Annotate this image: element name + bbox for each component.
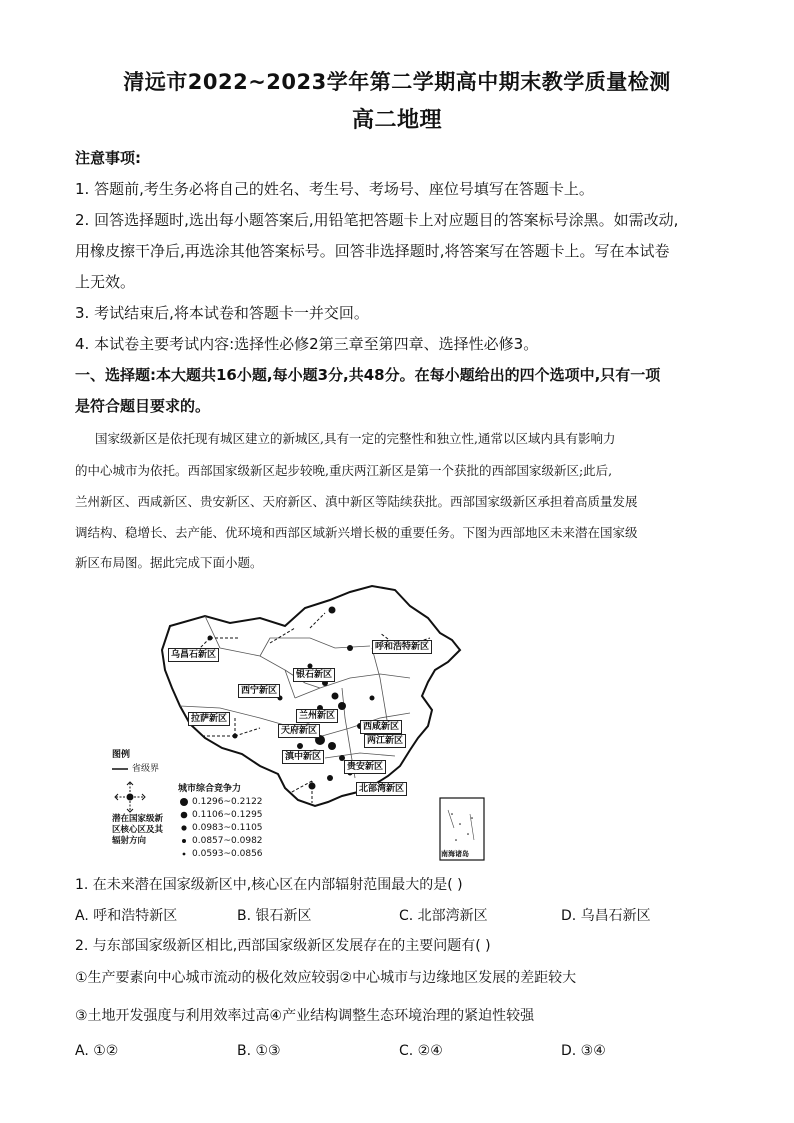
question-1-stem: 1. 在未来潜在国家级新区中,核心区在内部辐射范围最大的是( ) bbox=[75, 877, 463, 893]
label-liangjiang: 两江新区 bbox=[364, 734, 406, 748]
passage-line-3: 兰州新区、西咸新区、贵安新区、天府新区、滇中新区等陆续获批。西部国家级新区承担着高质量发展 bbox=[75, 494, 638, 509]
exam-subject: 高二地理 bbox=[351, 108, 442, 133]
notice-heading: 注意事项: bbox=[75, 149, 141, 167]
label-yinshi: 银石新区 bbox=[293, 668, 335, 682]
section-heading: 一、选择题:本大题共16小题,每小题3分,共48分。在每小题给出的四个选项中,只有一项 bbox=[75, 366, 661, 384]
legend-level-2: 0.1106~0.1295 bbox=[192, 810, 263, 820]
notice-item-4: 4. 本试卷主要考试内容:选择性必修2第三章至第四章、选择性必修3。 bbox=[75, 335, 539, 353]
notice-item-3: 3. 考试结束后,将本试卷和答题卡一并交回。 bbox=[75, 304, 369, 322]
label-beibuwan: 北部湾新区 bbox=[356, 782, 407, 796]
question-1-option-d: D. 乌昌石新区 bbox=[561, 908, 651, 924]
competitiveness-legend-dots bbox=[180, 798, 188, 855]
label-huhehaote: 呼和浩特新区 bbox=[372, 640, 432, 654]
exam-title: 清远市2022~2023学年第二学期高中期末教学质量检测 bbox=[123, 70, 671, 94]
legend-competitiveness-title: 城市综合竞争力 bbox=[178, 784, 242, 794]
passage-line-1: 国家级新区是依托现有城区建立的新城区,具有一定的完整性和独立性,通常以区域内具有影响力 bbox=[95, 431, 616, 446]
notice-item-2-end: 上无效。 bbox=[75, 273, 136, 291]
label-nanhai: 南海诸岛 bbox=[441, 850, 469, 858]
section-heading-cont: 是符合题目要求的。 bbox=[75, 397, 211, 415]
legend-level-5: 0.0593~0.0856 bbox=[192, 849, 263, 859]
legend-level-1: 0.1296~0.2122 bbox=[192, 797, 263, 807]
passage-line-2: 的中心城市为依托。西部国家级新区起步较晚,重庆两江新区是第一个获批的西部国家级新区;此后, bbox=[75, 463, 613, 478]
question-2-option-c: C. ②④ bbox=[399, 1043, 443, 1059]
label-xixian: 西咸新区 bbox=[360, 720, 402, 734]
west-china-new-district-map bbox=[110, 578, 500, 866]
legend-boundary: 省级界 bbox=[132, 764, 160, 774]
legend-level-3: 0.0983~0.1105 bbox=[192, 823, 263, 833]
notice-item-1: 1. 答题前,考生务必将自己的姓名、考生号、考场号、座位号填写在答题卡上。 bbox=[75, 180, 594, 198]
question-2-statement-2: ③土地开发强度与利用效率过高④产业结构调整生态环境治理的紧迫性较强 bbox=[75, 1008, 535, 1024]
question-1-option-a: A. 呼和浩特新区 bbox=[75, 908, 178, 924]
label-lasa: 拉萨新区 bbox=[188, 712, 230, 726]
question-2-option-a: A. ①② bbox=[75, 1043, 119, 1059]
question-2-option-d: D. ③④ bbox=[561, 1043, 606, 1059]
label-lanzhou: 兰州新区 bbox=[296, 709, 338, 723]
radiation-legend-symbol bbox=[115, 782, 145, 812]
south-sea-islands bbox=[451, 813, 473, 841]
label-wuchangshi: 乌昌石新区 bbox=[168, 648, 219, 662]
label-tianfu: 天府新区 bbox=[278, 724, 320, 738]
legend-level-4: 0.0857~0.0982 bbox=[192, 836, 263, 846]
legend-title: 图例 bbox=[112, 750, 131, 760]
province-line-2 bbox=[260, 638, 370, 656]
question-1-option-c: C. 北部湾新区 bbox=[399, 908, 488, 924]
passage-line-4: 调结构、稳增长、去产能、优环境和西部区域新兴增长极的重要任务。下图为西部地区未来潜在国家级 bbox=[75, 525, 638, 540]
province-line-6 bbox=[325, 753, 395, 758]
passage-line-5: 新区布局图。据此完成下面小题。 bbox=[75, 555, 263, 570]
question-2-statement-1: ①生产要素向中心城市流动的极化效应较弱②中心城市与边缘地区发展的差距较大 bbox=[75, 970, 577, 986]
label-dianzhong: 滇中新区 bbox=[282, 750, 324, 764]
label-xining: 西宁新区 bbox=[238, 684, 280, 698]
question-2-option-b: B. ①③ bbox=[237, 1043, 281, 1059]
question-1-option-b: B. 银石新区 bbox=[237, 908, 312, 924]
question-2-stem: 2. 与东部国家级新区相比,西部国家级新区发展存在的主要问题有( ) bbox=[75, 938, 491, 954]
notice-item-2: 2. 回答选择题时,选出每小题答案后,用铅笔把答题卡上对应题目的答案标号涂黑。如需改动, bbox=[75, 211, 679, 229]
label-guian: 贵安新区 bbox=[344, 760, 386, 774]
legend-radiation: 潜在国家级新 区核心区及其 辐射方向 bbox=[112, 814, 164, 846]
notice-item-2-cont: 用橡皮擦干净后,再选涂其他答案标号。回答非选择题时,将答案写在答题卡上。写在本试卷 bbox=[75, 242, 670, 260]
